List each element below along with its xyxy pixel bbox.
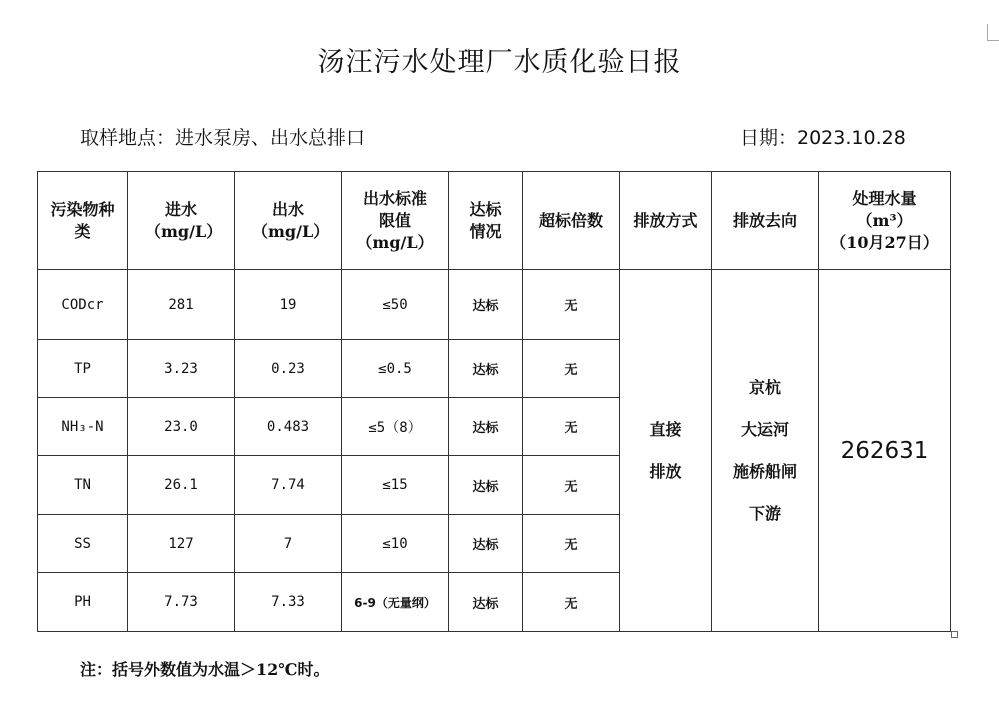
cell-influent: 26.1 xyxy=(128,456,235,515)
cell-exceed: 无 xyxy=(523,573,620,632)
cell-limit: ≤5（8） xyxy=(342,398,449,456)
cell-effluent: 7.74 xyxy=(235,456,342,515)
cell-pollutant: PH xyxy=(38,573,128,632)
header-effluent: 出水（mg/L） xyxy=(235,172,342,270)
cell-effluent: 7.33 xyxy=(235,573,342,632)
table-resize-handle[interactable] xyxy=(951,631,958,638)
report-title: 汤汪污水处理厂水质化验日报 xyxy=(317,47,682,78)
footnote: 注：括号外数值为水温＞12℃时。 xyxy=(80,660,330,679)
cell-discharge-destination: 京杭 大运河 施桥船闸 下游 xyxy=(712,270,819,632)
cell-influent: 23.0 xyxy=(128,398,235,456)
cell-limit: ≤10 xyxy=(342,515,449,573)
page-corner-mark xyxy=(987,24,999,41)
cell-effluent: 0.23 xyxy=(235,340,342,398)
cell-influent: 7.73 xyxy=(128,573,235,632)
cell-effluent: 7 xyxy=(235,515,342,573)
cell-pollutant: TP xyxy=(38,340,128,398)
cell-limit: ≤15 xyxy=(342,456,449,515)
cell-effluent: 19 xyxy=(235,270,342,340)
cell-influent: 127 xyxy=(128,515,235,573)
cell-status: 达标 xyxy=(449,340,523,398)
cell-effluent: 0.483 xyxy=(235,398,342,456)
header-discharge-destination: 排放去向 xyxy=(712,172,819,270)
cell-limit: ≤50 xyxy=(342,270,449,340)
cell-pollutant: NH₃-N xyxy=(38,398,128,456)
header-influent: 进水（mg/L） xyxy=(128,172,235,270)
header-limit: 出水标准 限值 （mg/L） xyxy=(342,172,449,270)
cell-limit: ≤0.5 xyxy=(342,340,449,398)
header-exceed: 超标倍数 xyxy=(523,172,620,270)
cell-pollutant: TN xyxy=(38,456,128,515)
cell-influent: 3.23 xyxy=(128,340,235,398)
cell-status: 达标 xyxy=(449,456,523,515)
cell-exceed: 无 xyxy=(523,340,620,398)
cell-exceed: 无 xyxy=(523,270,620,340)
cell-limit: 6-9（无量纲） xyxy=(342,573,449,632)
cell-exceed: 无 xyxy=(523,515,620,573)
sample-location: 取样地点：进水泵房、出水总排口 xyxy=(80,127,366,149)
table-header-row xyxy=(38,172,951,270)
cell-status: 达标 xyxy=(449,515,523,573)
cell-status: 达标 xyxy=(449,270,523,340)
water-quality-table xyxy=(37,171,951,632)
header-status: 达标 情况 xyxy=(449,172,523,270)
cell-discharge-method: 直接 排放 xyxy=(620,270,712,632)
cell-pollutant: CODcr xyxy=(38,270,128,340)
cell-exceed: 无 xyxy=(523,398,620,456)
cell-pollutant: SS xyxy=(38,515,128,573)
cell-status: 达标 xyxy=(449,573,523,632)
header-discharge-method: 排放方式 xyxy=(620,172,712,270)
cell-exceed: 无 xyxy=(523,456,620,515)
table-row xyxy=(38,270,951,340)
cell-influent: 281 xyxy=(128,270,235,340)
cell-status: 达标 xyxy=(449,398,523,456)
report-date: 日期：2023.10.28 xyxy=(740,127,906,149)
header-pollutant: 污染物种类 xyxy=(38,172,128,270)
header-treated-volume: 处理水量 （m³） （10月27日） xyxy=(819,172,951,270)
cell-treated-volume: 262631 xyxy=(819,270,951,632)
